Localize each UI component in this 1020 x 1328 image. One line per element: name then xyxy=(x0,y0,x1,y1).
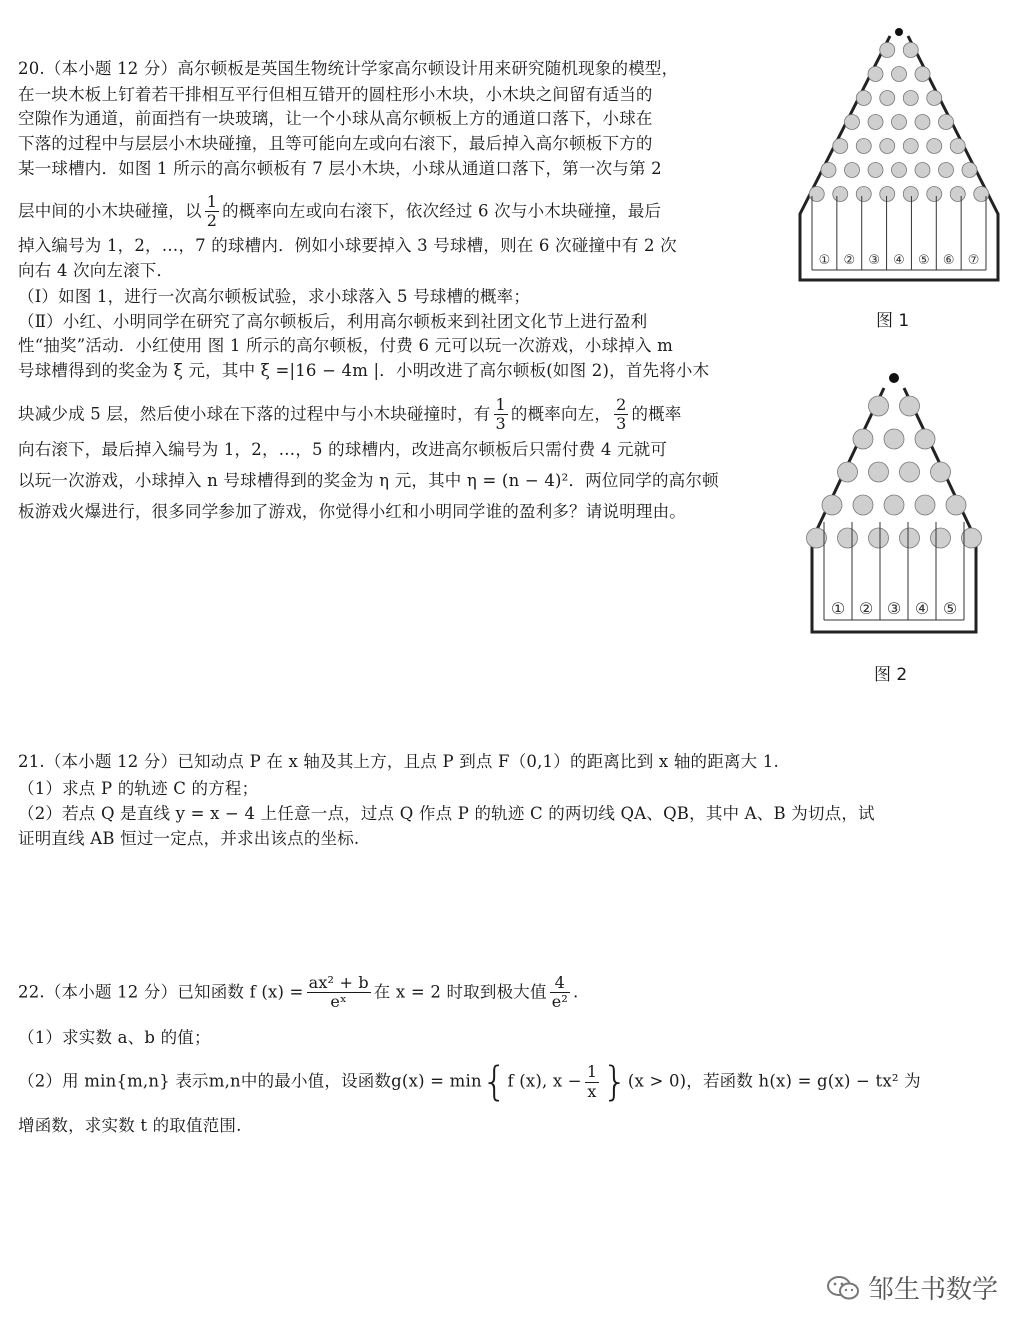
peg xyxy=(915,495,935,515)
q20-part-1: （Ⅰ）如图 1，进行一次高尔顿板试验，求小球落入 5 号球槽的概率； xyxy=(18,287,531,306)
q20-line-5: 某一球槽内．如图 1 所示的高尔顿板有 7 层小木块，小球从通道口落下，第一次与第 2 xyxy=(18,159,662,178)
q20-line-1: 20.（本小题 12 分）高尔顿板是英国生物统计学家高尔顿设计用来研究随机现象的模型， xyxy=(18,59,679,78)
q20-line-11: 性“抽奖”活动．小红使用 图 1 所示的高尔顿板，付费 6 元可以玩一次游戏，小球掉入 m xyxy=(18,336,673,355)
figure-1-caption: 图 1 xyxy=(876,311,910,331)
watermark-text: 邹生书数学 xyxy=(867,1275,998,1305)
slot-number: ⑥ xyxy=(942,253,955,268)
q22-part-1: （1）求实数 a、b 的值； xyxy=(18,1028,211,1047)
fraction-two-thirds: $\frac{2}{3}$ xyxy=(616,395,627,434)
ball xyxy=(889,373,899,383)
q20-line-15: 以玩一次游戏，小球掉入 n 号球槽得到的奖金为 η 元，其中 η = (n − 4)²．两位同学的高尔顿 xyxy=(18,471,719,490)
peg xyxy=(838,528,858,548)
watermark xyxy=(826,1269,998,1306)
slot-number: ③ xyxy=(868,253,880,268)
galton-board-figure-2 xyxy=(806,370,982,636)
q22-line-1: 22.（本小题 12 分）已知函数 f (x) = $\frac{\text{ax² + b}}{\text{eˣ}}$ 在 x = 2 时取到极大值 $\frac{4}{\text{e²}}$ . xyxy=(18,973,579,1012)
q22-line-3: （2）用 min{m,n} 表示m,n中的最小值，设函数g(x) = min{f (x), x − $\frac{1}{x}$ }(x > 0)，若函数 h(x) = g(x) − tx² 为 xyxy=(18,1059,921,1105)
ball xyxy=(895,28,903,36)
peg xyxy=(853,429,873,449)
peg xyxy=(868,67,883,82)
peg xyxy=(856,187,871,202)
q20-line-7: 掉入编号为 1，2，…，7 的球槽内．例如小球要掉入 3 号球槽，则在 6 次碰撞中有 2 次 xyxy=(18,236,677,255)
peg xyxy=(869,396,889,416)
q20-line-14: 向右滚下，最后掉入编号为 1，2，…，5 的球槽内，改进高尔顿板后只需付费 4 元就可 xyxy=(18,440,668,459)
slot-number: ③ xyxy=(886,599,902,618)
peg xyxy=(931,528,951,548)
q20-line-6 xyxy=(18,193,661,231)
peg xyxy=(915,115,930,130)
fraction-max-value: $\frac{4}{\text{e²}}$ xyxy=(551,973,568,1012)
peg xyxy=(903,43,918,58)
slot-number: ② xyxy=(843,253,856,268)
peg xyxy=(822,495,842,515)
peg xyxy=(939,115,954,130)
peg xyxy=(833,139,848,154)
q20-line-13: 块减少成 5 层，然后使小球在下落的过程中与小木块碰撞时，有 $\frac{1}{3}$ 的概率向左， $\frac{2}{3}$ 的概率 xyxy=(18,395,682,434)
peg xyxy=(900,396,920,416)
q20-line-4: 下落的过程中与层层小木块碰撞，且等可能向左或向右滚下，最后掉入高尔顿板下方的 xyxy=(18,134,653,153)
peg xyxy=(962,163,977,178)
q21-line-1: 21.（本小题 12 分）已知动点 P 在 x 轴及其上方，且点 P 到点 F（0,1）的距离比到 x 轴的距离大 1. xyxy=(18,752,779,771)
peg xyxy=(884,429,904,449)
slot-number: ① xyxy=(830,599,846,618)
peg xyxy=(892,115,907,130)
peg xyxy=(903,187,918,202)
fraction-one-half: $\frac{1}{2}$ xyxy=(206,192,218,231)
fraction-one-third: $\frac{1}{3}$ xyxy=(495,395,506,434)
peg xyxy=(845,115,860,130)
q20-line-6-b: 的概率向左或向右滚下，依次经过 6 次与小木块碰撞，最后 xyxy=(222,201,662,221)
peg xyxy=(900,462,920,482)
peg xyxy=(880,187,895,202)
peg xyxy=(869,528,889,548)
q21-line-4: 证明直线 AB 恒过一定点，并求出该点的坐标. xyxy=(18,829,360,848)
peg xyxy=(868,115,883,130)
peg xyxy=(892,67,907,82)
slot-number: ⑤ xyxy=(942,599,958,618)
peg xyxy=(927,91,942,106)
q20-line-10: （Ⅱ）小红、小明同学在研究了高尔顿板后，利用高尔顿板来到社团文化节上进行盈利 xyxy=(18,312,648,331)
figure-2-caption: 图 2 xyxy=(874,665,908,685)
peg xyxy=(856,139,871,154)
peg xyxy=(946,495,966,515)
peg xyxy=(869,462,889,482)
q20-line-2: 在一块木板上钉着若干排相互平行但相互错开的圆柱形小木块，小木块之间留有适当的 xyxy=(18,85,653,104)
peg xyxy=(903,139,918,154)
fraction-one-over-x: $\frac{1}{x}$ xyxy=(586,1062,598,1101)
peg xyxy=(880,91,895,106)
peg xyxy=(833,187,848,202)
q20-line-6-a: 层中间的小木块碰撞，以 xyxy=(18,201,202,221)
q21-part-1: （1）求点 P 的轨迹 C 的方程； xyxy=(18,779,259,798)
slot-number: ⑦ xyxy=(967,253,980,268)
peg xyxy=(950,139,965,154)
wechat-icon xyxy=(826,1274,860,1302)
peg xyxy=(880,139,895,154)
q21-part-2: （2）若点 Q 是直线 y = x − 4 上任意一点，过点 Q 作点 P 的轨迹 C 的两切线 QA、QB，其中 A、B 为切点，试 xyxy=(18,804,875,823)
peg xyxy=(853,495,873,515)
peg xyxy=(927,187,942,202)
peg xyxy=(903,91,918,106)
slot-number: ⑤ xyxy=(918,253,930,268)
q20-line-8: 向右 4 次向左滚下． xyxy=(18,261,174,280)
peg xyxy=(845,163,860,178)
q20-line-12: 号球槽得到的奖金为 ξ 元，其中 ξ =|16 − 4m |．小明改进了高尔顿板(如图 2)，首先将小木 xyxy=(18,361,710,380)
q20-line-16: 板游戏火爆进行，很多同学参加了游戏，你觉得小红和小明同学谁的盈利多？请说明理由。 xyxy=(18,502,686,521)
slot-number: ② xyxy=(858,599,874,618)
peg xyxy=(915,163,930,178)
galton-board-figure-1 xyxy=(796,24,1002,286)
peg xyxy=(900,528,920,548)
slot-number: ④ xyxy=(893,253,905,268)
peg xyxy=(856,91,871,106)
q20-line-3: 空隙作为通道，前面挡有一块玻璃，让一个小球从高尔顿板上方的通道口落下，小球在 xyxy=(18,109,653,128)
left-brace: { xyxy=(481,1059,508,1105)
peg xyxy=(821,163,836,178)
slot-number: ① xyxy=(818,253,831,268)
peg xyxy=(927,139,942,154)
slot-number: ④ xyxy=(914,599,930,618)
peg xyxy=(939,163,954,178)
peg xyxy=(868,163,883,178)
q22-line-4: 增函数，求实数 t 的取值范围. xyxy=(18,1116,242,1135)
peg xyxy=(838,462,858,482)
peg xyxy=(880,43,895,58)
peg xyxy=(915,429,935,449)
fraction-f-definition: $\frac{\text{ax² + b}}{\text{eˣ}}$ xyxy=(308,973,369,1012)
peg xyxy=(950,187,965,202)
peg xyxy=(892,163,907,178)
peg xyxy=(884,495,904,515)
peg xyxy=(915,67,930,82)
right-brace: } xyxy=(602,1059,628,1105)
peg xyxy=(931,462,951,482)
